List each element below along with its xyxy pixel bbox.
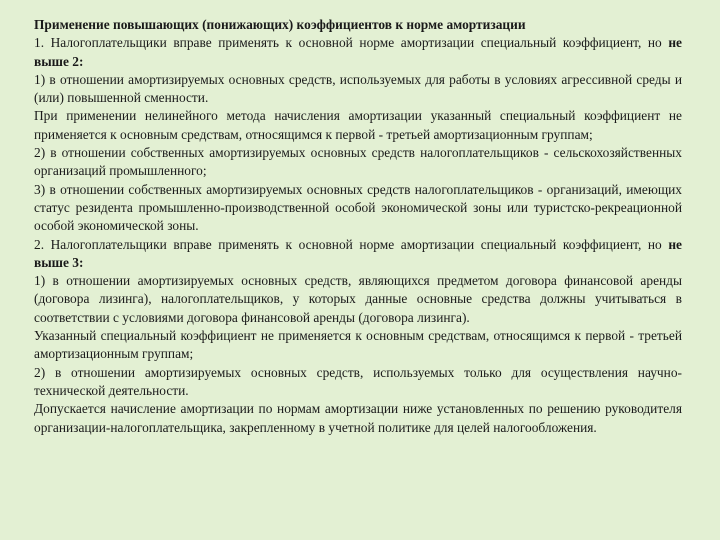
section2-intro-text: 2. Налогоплательщики вправе применять к основной норме амортизации специальный коэффициент, но (34, 236, 669, 252)
document-body (34, 16, 682, 437)
section2-item2: 2) в отношении амортизируемых основных средств, используемых только для осуществления научно-технической деятельности. (34, 364, 682, 398)
section1-item1: 1) в отношении амортизируемых основных средств, используемых для работы в условиях агрессивной среды и (или) повышенной сменности. (34, 71, 682, 106)
section2-intro (34, 236, 682, 273)
section1-limit: не выше 2: (34, 35, 682, 69)
section1-intro-text: 1. Налогоплательщики вправе применять к основной норме амортизации специальный коэффициент, но (34, 35, 669, 51)
closing-paragraph: Допускается начисление амортизации по нормам амортизации ниже установленных по решению руководителя организации-налогоплательщика, закрепленному в учетной политике для целей налогообложения. (34, 401, 682, 435)
section1-item3: 3) в отношении собственных амортизируемых основных средств налогоплательщиков - организаций, имеющих статус резидента промышленно-производственной особой экономической зоны или туристско-рекреационной особой экономической зоны. (34, 181, 682, 234)
document-title: Применение повышающих (понижающих) коэффициентов к норме амортизации (34, 17, 526, 32)
section1-intro (34, 34, 682, 71)
section2-limit: не выше 3: (34, 236, 682, 270)
section1-item2: 2) в отношении собственных амортизируемых основных средств налогоплательщиков - сельскохозяйственных организаций промышленного; (34, 145, 682, 179)
section1-note: При применении нелинейного метода начисления амортизации указанный специальный коэффициент не применяется к основным средствам, относящимся к первой - третьей амортизационным группам; (34, 108, 682, 142)
section2-item1: 1) в отношении амортизируемых основных средств, являющихся предметом договора финансовой аренды (договора лизинга), налогоплательщиков, у которых данные основные средства должны учитываться в соответствии с условиями договора финансовой аренды (договора лизинга). (34, 273, 682, 325)
section2-note: Указанный специальный коэффициент не применяется к основным средствам, относящимся к первой - третьей амортизационным группам; (34, 328, 682, 362)
